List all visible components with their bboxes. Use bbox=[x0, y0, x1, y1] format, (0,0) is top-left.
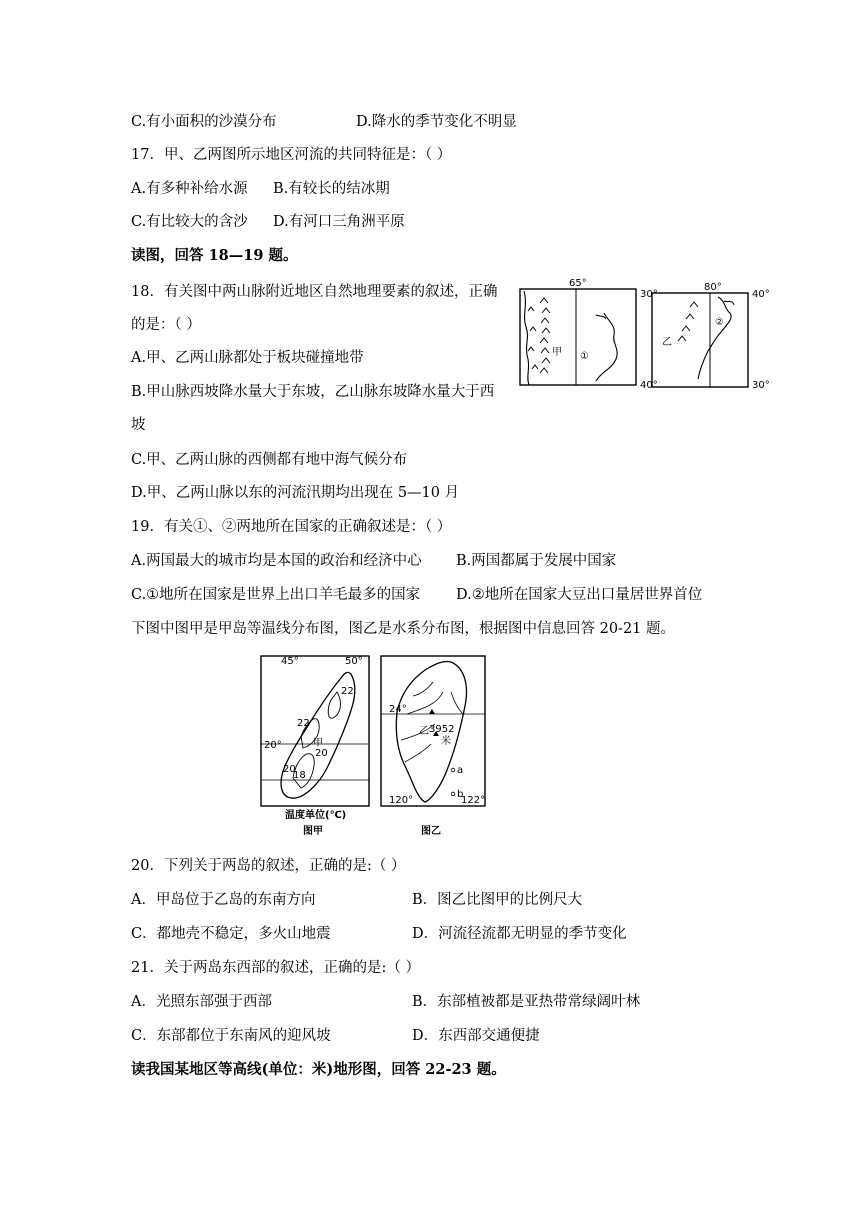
q18-stem-line1: 18．有关图中两山脉附近地区自然地理要素的叙述，正确 bbox=[131, 284, 498, 300]
q21-option-d: D．东西部交通便捷 bbox=[412, 1028, 540, 1044]
map-jia-caption: 图甲 bbox=[303, 826, 323, 837]
q19-stem: 19．有关①、②两地所在国家的正确叙述是：（ ） bbox=[131, 519, 452, 535]
read-instruction-18-19: 读图，回答 18—19 题。 bbox=[131, 247, 298, 264]
read-instruction-22-23: 读我国某地区等高线(单位：米)地形图，回答 22-23 题。 bbox=[131, 1061, 506, 1078]
map-left-lat-bottom: 40° bbox=[640, 380, 658, 391]
map-yi-elevation: 3952 bbox=[429, 724, 455, 735]
map-jia-island-label: 甲 bbox=[313, 738, 323, 749]
q18-option-c: C.甲、乙两山脉的西侧都有地中海气候分布 bbox=[131, 452, 408, 468]
map-jia-unit: 温度单位(℃) bbox=[285, 810, 347, 821]
map-right-lat-top: 40° bbox=[752, 289, 770, 300]
q21-option-c: C．东部都位于东南风的迎风坡 bbox=[131, 1028, 331, 1044]
map-jia-lon-right: 50° bbox=[345, 656, 363, 667]
map-left-east-coast bbox=[596, 313, 617, 381]
q18-option-b-line1: B.甲山脉西坡降水量大于东坡，乙山脉东坡降水量大于西 bbox=[131, 384, 495, 400]
map-left-mountain-range bbox=[528, 298, 550, 373]
q18-option-b-line2: 坡 bbox=[131, 417, 146, 433]
map-yi-lat: 24° bbox=[389, 704, 407, 715]
map-left-west-coast bbox=[524, 291, 529, 385]
q19-option-d: D.②地所在国家大豆出口量居世界首位 bbox=[456, 587, 703, 603]
map-right-mountain-range bbox=[678, 302, 698, 341]
map-left-frame bbox=[520, 289, 636, 385]
q17-option-a: A.有多种补给水源 bbox=[131, 181, 248, 197]
map-right-mountain-label: 乙 bbox=[662, 337, 672, 348]
q18-option-d: D.甲、乙两山脉以东的河流汛期均出现在 5—10 月 bbox=[131, 485, 460, 501]
map-left-lon-label: 65° bbox=[569, 278, 587, 289]
map-yi-lon-right: 122° bbox=[461, 795, 486, 806]
q19-option-a: A.两国最大的城市均是本国的政治和经济中心 bbox=[131, 553, 422, 569]
intro-20-21: 下图中图甲是甲岛等温线分布图，图乙是水系分布图，根据图中信息回答 20-21 题。 bbox=[131, 621, 676, 637]
q19-option-c: C.①地所在国家是世界上出口羊毛最多的国家 bbox=[131, 587, 421, 603]
map-yi-point-a: a bbox=[457, 765, 464, 776]
map-left-point-label: ① bbox=[580, 351, 589, 362]
q21-option-a: A．光照东部强于西部 bbox=[131, 994, 272, 1010]
map-right-lon-label: 80° bbox=[704, 282, 722, 293]
map-jia-iso-22-top: 22 bbox=[341, 686, 354, 697]
map-right-coast bbox=[698, 297, 731, 379]
map-jia-iso-18: 18 bbox=[293, 770, 306, 781]
q17-option-c: C.有比较大的含沙 bbox=[131, 214, 248, 230]
q19-option-b: B.两国都属于发展中国家 bbox=[456, 553, 617, 569]
map-jia-lon-left: 45° bbox=[281, 656, 299, 667]
map-jia-lat: 20° bbox=[264, 740, 282, 751]
map-right-lat-bottom: 30° bbox=[752, 380, 770, 391]
q18-stem-line2: 的是：（ ） bbox=[131, 317, 201, 333]
q17-option-b: B.有较长的结冰期 bbox=[273, 181, 390, 197]
q20-option-b: B．图乙比图甲的比例尺大 bbox=[412, 892, 583, 908]
map-yi-caption: 图乙 bbox=[421, 826, 441, 837]
map-yi-lon-left: 120° bbox=[389, 795, 414, 806]
q21-option-b: B．东部植被都是亚热带常绿阔叶林 bbox=[412, 994, 641, 1010]
map-right-point-label: ② bbox=[715, 317, 724, 328]
mountain-maps-figure bbox=[512, 275, 777, 395]
q16-option-d: D.降水的季节变化不明显 bbox=[356, 114, 517, 130]
q20-option-d: D．河流径流都无明显的季节变化 bbox=[412, 926, 627, 942]
q17-option-d: D.有河口三角洲平原 bbox=[273, 214, 405, 230]
q20-option-c: C．都地壳不稳定，多火山地震 bbox=[131, 926, 331, 942]
q21-stem: 21．关于两岛东西部的叙述，正确的是:（ ） bbox=[131, 960, 420, 976]
island-maps-figure bbox=[255, 652, 495, 838]
q16-option-c: C.有小面积的沙漠分布 bbox=[131, 114, 277, 130]
map-jia-iso-22-left: 22 bbox=[297, 718, 310, 729]
map-left-mountain-label: 甲 bbox=[552, 347, 562, 358]
map-yi-point-b: b bbox=[457, 789, 464, 800]
map-left-lat-top: 30° bbox=[640, 289, 658, 300]
q20-stem: 20．下列关于两岛的叙述，正确的是:（ ） bbox=[131, 858, 406, 874]
q20-option-a: A．甲岛位于乙岛的东南方向 bbox=[131, 892, 316, 908]
map-jia-iso-20-a: 20 bbox=[315, 748, 328, 759]
map-jia-iso-20-b: 20 bbox=[283, 764, 296, 775]
map-yi-peak-marker bbox=[429, 709, 435, 714]
map-yi-mi: 米 bbox=[441, 736, 451, 747]
q17-stem: 17．甲、乙两图所示地区河流的共同特征是：（ ） bbox=[131, 147, 452, 163]
q18-option-a: A.甲、乙两山脉都处于板块碰撞地带 bbox=[131, 350, 364, 366]
map-yi-island-label: 乙 bbox=[419, 726, 429, 737]
